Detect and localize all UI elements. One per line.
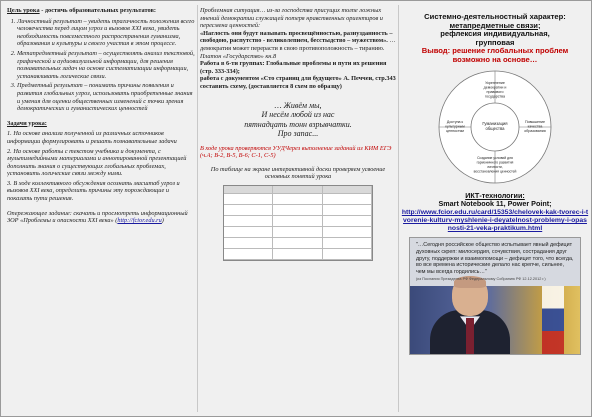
flag-image xyxy=(542,286,564,354)
poem: … Живём мы, И несём любой из нас пятнадцать тонн взрывчатки. Про запас... xyxy=(244,100,352,139)
tasks-label: Задачи урока: xyxy=(7,119,47,127)
diagram-top: Укрепление демократии и правового государства xyxy=(483,80,507,99)
concepts-table xyxy=(223,185,373,261)
president-quote: "…Сегодня российское общество испытывает явный дефицит духовных скреп: милосердия, сочувствия, сострадания друг другу, поддержки и взаимопомощи – дефицит того, что всегда, во все времена исторические делало нас крепче, сильнее, чем мы всегда гордились…" xyxy=(416,242,574,275)
result-item: 3. Предметный результат – понимать причины появления и развития глобальных угроз, использовать приобретенные знания и умения для оценки общественных изменений с точки зрения демократических и гуманистических ценностей xyxy=(17,82,195,112)
diagram-left: Доступа к культурным ценностям xyxy=(445,119,465,133)
ict-tools: Smart Notebook 11, Power Point; xyxy=(438,198,552,208)
exam-check: В ходе урока проверяются УУДЧерез выполнение заданий из КИМ ЕГЭ (ч.А; В-2, В-5, В-6; С-1, С-5) xyxy=(200,144,392,160)
group-work: Работа в 6-ти группах: Глобальные проблемы и пути их решения (стр. 333-334); xyxy=(200,60,387,75)
advance-task: Опережающее задание: скачать и просмотреть информационный ЗОР «Проблемы и опасности XXI века» (http://fcior.edu.ru) xyxy=(7,209,188,225)
quote-caption: (из Послания Президента РФ Федеральному Собранию РФ 12.12.2012 г.) xyxy=(416,277,546,282)
ict-title: ИКТ-технологии: xyxy=(465,190,525,200)
quote-source: Платон «Государство» кн.8 xyxy=(200,52,277,60)
problem-situation: Проблемная ситуация… из-за господства присущих толпе ложных мнений демократии служащей потеря нравственных ориентиров и пересмена ценностей: xyxy=(200,7,383,30)
task-item: 2. На основе работы с текстом учебника и документа, с мультимедийными материалами и аннотированной презентацией дополнить знания о существующих глобальных проблемах, установить логические связи между ними. xyxy=(7,147,187,178)
fcior-link[interactable]: http://fcior.edu.ru xyxy=(117,217,162,225)
goal-label: Цель урока xyxy=(7,7,40,14)
board-check: По таблице на экране интерактивной доски проверяем усвоение основных понятий урока xyxy=(210,165,386,181)
task-item: 3. В ходе коллективного обсуждения осознать масштаб угроз и вызовов XXI века, определить причины эту порождающие и показать пути решения. xyxy=(7,179,180,203)
task-item: 1. На основе анализа полученной из различных источников информации формулировать и решать познавательные задачи xyxy=(7,130,177,145)
document-work: работа с документом «Сто страниц для будущего» А. Печчеи, стр.343 xyxy=(200,75,396,83)
diagram-right: Повышение качества образования xyxy=(524,119,546,133)
results-list xyxy=(7,18,195,113)
result-item: 1. Личностный результат – увидеть трагичность положения всего человечества перед лицом угроз и вызовов XXI века, увидеть необходимость повсеместного распространения гуманизма, образования и культуры и своего участия в этом процессе. xyxy=(17,18,195,48)
scheme-task: составить схему, (доставляется 8 схем по образцу) xyxy=(200,82,342,90)
solutions-diagram xyxy=(401,68,589,186)
column-divider xyxy=(398,5,399,412)
resource-link[interactable]: http://www.fcior.edu.ru/card/15353/chelovek-kak-tvorec-i-tvorenie-kulturv-myshlenie-i-deyatelnost-problemy-i-opasnosti-21-veka-praktikum.html xyxy=(401,209,589,233)
left-column xyxy=(7,7,195,410)
goal-text: - достичь образовательных результатов: xyxy=(39,7,156,14)
address-photo xyxy=(409,237,581,355)
conclusion: Вывод: решение глобальных проблем возможно на основе… xyxy=(421,46,569,64)
ict-block xyxy=(401,192,589,209)
diagram-bottom: Создание условий для гармоничного развития личности, восстановления ценностей xyxy=(473,155,517,174)
tasks-list xyxy=(7,130,195,202)
plato-quote: «Наглость они будут называть просвещённостью, разнузданность – свободою, распутство - великолепием, бесстыдство – мужеством». … демократия может перерасти в свою противоположность – тиранию. xyxy=(200,29,396,52)
middle-column xyxy=(200,7,396,410)
column-divider xyxy=(197,5,198,412)
lesson-goal xyxy=(7,7,195,15)
diagram-center: Гуманизация общества xyxy=(482,120,508,131)
right-column xyxy=(401,7,589,410)
result-item: 2. Метапредметный результат – осуществлять анализ текстовой, графической и аудиовизуальной информации, для решения познавательных задач на основе систематизации информации, устанавливать логические связи. xyxy=(17,50,195,80)
approach-title: Системно-деятельностный характер: метапредметные связи; рефлексия индивидуальная, групповая xyxy=(424,12,566,47)
